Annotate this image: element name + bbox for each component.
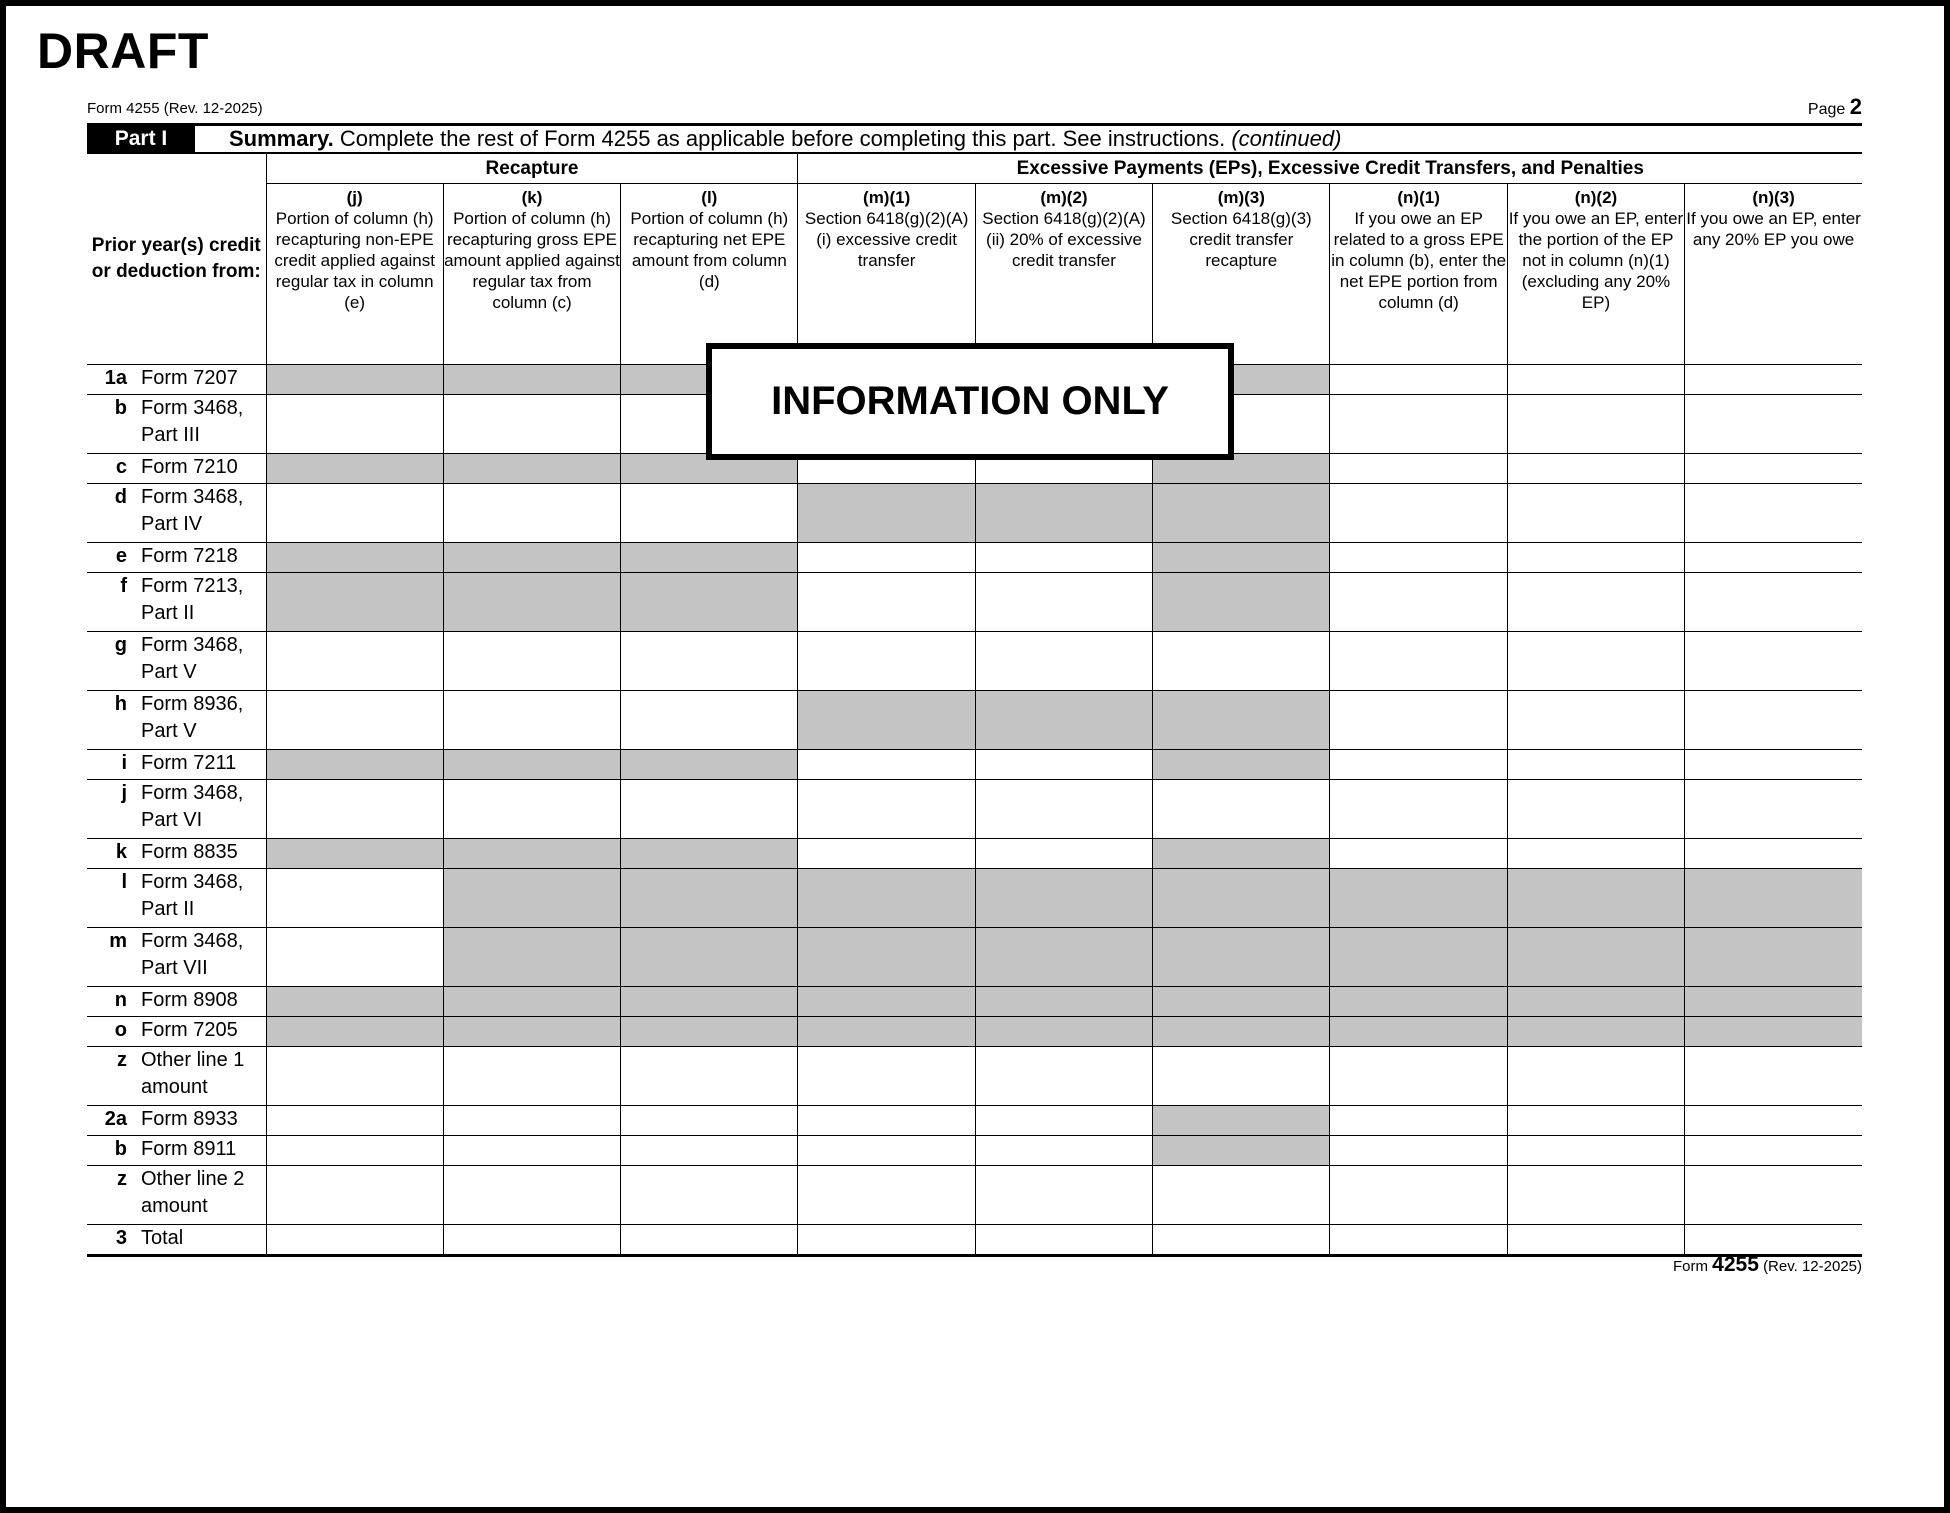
line-label: Form 8835 <box>141 841 238 863</box>
group-recapture: Recapture <box>266 154 798 184</box>
entry-cell[interactable] <box>621 632 798 691</box>
shaded-cell <box>621 928 798 987</box>
page-number <box>1808 94 1862 120</box>
entry-cell[interactable] <box>798 1106 975 1136</box>
entry-cell[interactable] <box>975 573 1152 632</box>
column-header <box>798 184 975 365</box>
shaded-cell <box>621 573 798 632</box>
part-header <box>87 123 1862 153</box>
entry-cell[interactable] <box>1685 780 1862 839</box>
line-label: Form 7218 <box>141 545 238 567</box>
column-id: (k) <box>521 188 543 207</box>
entry-cell[interactable] <box>443 632 620 691</box>
column-id: (m)(3) <box>1217 188 1265 207</box>
shaded-cell <box>1153 573 1330 632</box>
row-label <box>87 1017 266 1047</box>
table-row <box>87 839 1862 869</box>
column-id: (n)(2) <box>1574 188 1618 207</box>
column-id: (n)(3) <box>1752 188 1795 207</box>
part-title-text: Complete the rest of Form 4255 as applicable before completing this part. See instructions. <box>333 126 1232 151</box>
entry-cell[interactable] <box>621 691 798 750</box>
entry-cell[interactable] <box>798 750 975 780</box>
group-excessive-payments: Excessive Payments (EPs), Excessive Credit Transfers, and Penalties <box>798 154 1862 184</box>
summary-table <box>87 153 1862 1257</box>
shaded-cell <box>1153 1136 1330 1166</box>
line-label: Form 7210 <box>141 456 238 478</box>
shaded-cell <box>1507 869 1684 928</box>
entry-cell[interactable] <box>975 839 1152 869</box>
line-number: k <box>115 841 127 863</box>
column-text: If you owe an EP, enter the portion of the EP not in column (n)(1) (excluding any 20% EP) <box>1508 209 1684 312</box>
table-row <box>87 987 1862 1017</box>
entry-cell[interactable] <box>1685 1225 1862 1256</box>
entry-cell[interactable] <box>1330 365 1507 395</box>
entry-cell[interactable] <box>1685 632 1862 691</box>
entry-cell[interactable] <box>1330 691 1507 750</box>
shaded-cell <box>1153 1106 1330 1136</box>
entry-cell[interactable] <box>1507 750 1684 780</box>
entry-cell[interactable] <box>1507 632 1684 691</box>
table-row <box>87 632 1862 691</box>
entry-cell[interactable] <box>1685 691 1862 750</box>
entry-cell[interactable] <box>266 1047 443 1106</box>
shaded-cell <box>621 543 798 573</box>
row-label <box>87 395 266 454</box>
entry-cell[interactable] <box>1507 573 1684 632</box>
entry-cell[interactable] <box>1507 543 1684 573</box>
shaded-cell <box>1685 869 1862 928</box>
footer-prefix: Form <box>1673 1258 1708 1275</box>
entry-cell[interactable] <box>1507 395 1684 454</box>
table-row <box>87 1225 1862 1256</box>
column-header <box>1153 184 1330 365</box>
row-label <box>87 928 266 987</box>
form-id: Form 4255 (Rev. 12-2025) <box>87 100 263 117</box>
shaded-cell <box>798 1017 975 1047</box>
shaded-cell <box>1507 928 1684 987</box>
table-row <box>87 543 1862 573</box>
column-text: Portion of column (h) recapturing gross EPE amount applied against regular tax from column (c) <box>444 209 620 312</box>
shaded-cell <box>975 1017 1152 1047</box>
row-label <box>87 632 266 691</box>
entry-cell[interactable] <box>443 484 620 543</box>
part-title-continued: (continued) <box>1231 126 1342 151</box>
column-text: Section 6418(g)(2)(A)(ii) 20% of excessive credit transfer <box>982 209 1146 270</box>
entry-cell[interactable] <box>975 750 1152 780</box>
entry-cell[interactable] <box>975 1166 1152 1225</box>
column-header <box>975 184 1152 365</box>
entry-cell[interactable] <box>266 1136 443 1166</box>
table-row <box>87 869 1862 928</box>
column-text: If you owe an EP, enter any 20% EP you owe <box>1686 209 1861 249</box>
shaded-cell <box>621 869 798 928</box>
line-number: 2a <box>104 1108 127 1130</box>
line-label: Total <box>141 1227 184 1249</box>
shaded-cell <box>1153 1017 1330 1047</box>
column-header <box>621 184 798 365</box>
entry-cell[interactable] <box>621 1136 798 1166</box>
shaded-cell <box>266 543 443 573</box>
entry-cell[interactable] <box>1330 1047 1507 1106</box>
entry-cell[interactable] <box>1153 632 1330 691</box>
line-number: c <box>115 456 127 478</box>
entry-cell[interactable] <box>798 1136 975 1166</box>
entry-cell[interactable] <box>266 484 443 543</box>
entry-cell[interactable] <box>266 632 443 691</box>
shaded-cell <box>266 573 443 632</box>
line-label: Form 7213, Part II <box>141 575 244 624</box>
entry-cell[interactable] <box>1507 1047 1684 1106</box>
shaded-cell <box>443 839 620 869</box>
shaded-cell <box>975 928 1152 987</box>
entry-cell[interactable] <box>798 632 975 691</box>
entry-cell[interactable] <box>1330 573 1507 632</box>
entry-cell[interactable] <box>1330 454 1507 484</box>
entry-cell[interactable] <box>975 1106 1152 1136</box>
column-header <box>266 184 443 365</box>
entry-cell[interactable] <box>443 1106 620 1136</box>
column-text: If you owe an EP related to a gross EPE in column (b), enter the net EPE portion from column (d) <box>1331 209 1507 312</box>
column-header <box>1330 184 1507 365</box>
entry-cell[interactable] <box>975 1136 1152 1166</box>
table-row <box>87 1166 1862 1225</box>
entry-cell[interactable] <box>1330 632 1507 691</box>
line-number: e <box>115 545 127 567</box>
line-number: j <box>121 782 127 804</box>
shaded-cell <box>975 869 1152 928</box>
row-label <box>87 1166 266 1225</box>
row-label <box>87 365 266 395</box>
entry-cell[interactable] <box>798 573 975 632</box>
entry-cell[interactable] <box>1330 1166 1507 1225</box>
shaded-cell <box>266 839 443 869</box>
entry-cell[interactable] <box>1330 1106 1507 1136</box>
shaded-cell <box>798 987 975 1017</box>
shaded-cell <box>266 365 443 395</box>
entry-cell[interactable] <box>1507 691 1684 750</box>
row-label <box>87 1047 266 1106</box>
entry-cell[interactable] <box>1685 750 1862 780</box>
entry-cell[interactable] <box>621 484 798 543</box>
draft-watermark: DRAFT <box>37 23 209 79</box>
column-text: Section 6418(g)(2)(A)(i) excessive credit transfer <box>804 209 969 270</box>
entry-cell[interactable] <box>443 780 620 839</box>
line-number: 1a <box>104 367 127 389</box>
line-number: g <box>114 634 127 656</box>
entry-cell[interactable] <box>1685 1136 1862 1166</box>
entry-cell[interactable] <box>975 1225 1152 1256</box>
entry-cell[interactable] <box>266 395 443 454</box>
line-number: l <box>121 871 127 893</box>
entry-cell[interactable] <box>1685 573 1862 632</box>
entry-cell[interactable] <box>443 1225 620 1256</box>
line-number: f <box>120 575 127 597</box>
entry-cell[interactable] <box>1330 780 1507 839</box>
shaded-cell <box>975 987 1152 1017</box>
line-number: o <box>114 1019 127 1041</box>
row-label <box>87 691 266 750</box>
line-label: Form 7205 <box>141 1019 238 1041</box>
shaded-cell <box>798 484 975 543</box>
line-label: Form 3468, Part VII <box>141 930 244 979</box>
entry-cell[interactable] <box>266 1166 443 1225</box>
shaded-cell <box>1330 987 1507 1017</box>
entry-cell[interactable] <box>798 1166 975 1225</box>
shaded-cell <box>1153 869 1330 928</box>
column-id: (m)(1) <box>863 188 911 207</box>
line-label: Form 3468, Part II <box>141 871 244 920</box>
table-row <box>87 780 1862 839</box>
entry-cell[interactable] <box>1330 1225 1507 1256</box>
entry-cell[interactable] <box>975 1047 1152 1106</box>
shaded-cell <box>266 750 443 780</box>
line-label: Form 3468, Part III <box>141 397 244 446</box>
entry-cell[interactable] <box>975 780 1152 839</box>
shaded-cell <box>798 691 975 750</box>
page-number-value: 2 <box>1849 94 1862 119</box>
entry-cell[interactable] <box>266 928 443 987</box>
line-number: 3 <box>115 1227 127 1249</box>
line-number: b <box>114 397 127 419</box>
shaded-cell <box>1685 1017 1862 1047</box>
column-text: Section 6418(g)(3) credit transfer recapture <box>1170 209 1312 270</box>
column-id: (j) <box>346 188 363 207</box>
entry-cell[interactable] <box>1685 395 1862 454</box>
entry-cell[interactable] <box>1330 543 1507 573</box>
table-row <box>87 1047 1862 1106</box>
column-text: Portion of column (h) recapturing net EPE amount from column (d) <box>630 209 789 291</box>
entry-cell[interactable] <box>443 1166 620 1225</box>
entry-cell[interactable] <box>621 1225 798 1256</box>
shaded-cell <box>1330 1017 1507 1047</box>
shaded-cell <box>1153 691 1330 750</box>
shaded-cell <box>1330 869 1507 928</box>
entry-cell[interactable] <box>1685 484 1862 543</box>
row-label <box>87 573 266 632</box>
entry-cell[interactable] <box>975 632 1152 691</box>
row-label <box>87 1106 266 1136</box>
entry-cell[interactable] <box>621 780 798 839</box>
entry-cell[interactable] <box>1330 484 1507 543</box>
entry-cell[interactable] <box>621 1047 798 1106</box>
entry-cell[interactable] <box>1330 839 1507 869</box>
line-label: Other line 2 amount <box>141 1168 245 1217</box>
shaded-cell <box>621 1017 798 1047</box>
table-row <box>87 1136 1862 1166</box>
shaded-cell <box>975 691 1152 750</box>
shaded-cell <box>1685 987 1862 1017</box>
row-label <box>87 987 266 1017</box>
column-id: (m)(2) <box>1040 188 1088 207</box>
line-label: Form 7211 <box>141 752 237 774</box>
shaded-cell <box>1507 987 1684 1017</box>
shaded-cell <box>1507 1017 1684 1047</box>
part-title <box>229 126 1341 152</box>
table-row <box>87 1017 1862 1047</box>
line-label: Form 3468, Part IV <box>141 486 244 535</box>
entry-cell[interactable] <box>266 1225 443 1256</box>
line-number: d <box>114 486 127 508</box>
entry-cell[interactable] <box>443 395 620 454</box>
shaded-cell <box>1153 839 1330 869</box>
table-row <box>87 750 1862 780</box>
entry-cell[interactable] <box>1685 1106 1862 1136</box>
row-label <box>87 543 266 573</box>
shaded-cell <box>443 543 620 573</box>
entry-cell[interactable] <box>1685 839 1862 869</box>
line-label: Form 8933 <box>141 1108 238 1130</box>
line-label: Form 8911 <box>141 1138 237 1160</box>
entry-cell[interactable] <box>1330 395 1507 454</box>
entry-cell[interactable] <box>1153 1047 1330 1106</box>
entry-cell[interactable] <box>443 691 620 750</box>
row-label <box>87 1136 266 1166</box>
row-label <box>87 484 266 543</box>
line-number: m <box>109 930 127 952</box>
shaded-cell <box>621 839 798 869</box>
shaded-cell <box>798 869 975 928</box>
entry-cell[interactable] <box>975 543 1152 573</box>
entry-cell[interactable] <box>1685 454 1862 484</box>
shaded-cell <box>443 454 620 484</box>
part-label: Part I <box>87 126 195 152</box>
table-row <box>87 928 1862 987</box>
entry-cell[interactable] <box>798 1047 975 1106</box>
shaded-cell <box>443 750 620 780</box>
entry-cell[interactable] <box>1153 1166 1330 1225</box>
footer-form-id <box>1673 1253 1862 1277</box>
entry-cell[interactable] <box>798 1225 975 1256</box>
line-number: b <box>114 1138 127 1160</box>
footer-number: 4255 <box>1712 1253 1759 1276</box>
shaded-cell <box>266 1017 443 1047</box>
shaded-cell <box>443 365 620 395</box>
shaded-cell <box>1153 928 1330 987</box>
entry-cell[interactable] <box>621 1106 798 1136</box>
entry-cell[interactable] <box>1507 839 1684 869</box>
column-header <box>1507 184 1684 365</box>
row-label <box>87 869 266 928</box>
shaded-cell <box>1153 543 1330 573</box>
line-number: z <box>117 1168 127 1190</box>
table-row <box>87 484 1862 543</box>
line-label: Form 7207 <box>141 367 238 389</box>
line-label: Form 8936, Part V <box>141 693 244 742</box>
entry-cell[interactable] <box>1685 1166 1862 1225</box>
shaded-cell <box>798 928 975 987</box>
entry-cell[interactable] <box>266 780 443 839</box>
entry-cell[interactable] <box>266 869 443 928</box>
entry-cell[interactable] <box>443 1136 620 1166</box>
entry-cell[interactable] <box>1330 1136 1507 1166</box>
column-id: (l) <box>701 188 718 207</box>
line-label: Form 3468, Part VI <box>141 782 244 831</box>
part-title-bold: Summary. <box>229 126 334 151</box>
shaded-cell <box>621 750 798 780</box>
entry-cell[interactable] <box>621 1166 798 1225</box>
shaded-cell <box>266 987 443 1017</box>
entry-cell[interactable] <box>1507 780 1684 839</box>
row-label <box>87 750 266 780</box>
shaded-cell <box>1685 928 1862 987</box>
shaded-cell <box>266 454 443 484</box>
entry-cell[interactable] <box>1685 365 1862 395</box>
shaded-cell <box>1153 987 1330 1017</box>
column-text: Portion of column (h) recapturing non-EPE credit applied against regular tax in column (e) <box>274 209 435 312</box>
line-number: n <box>114 989 127 1011</box>
row-label <box>87 454 266 484</box>
entry-cell[interactable] <box>443 1047 620 1106</box>
column-header <box>443 184 620 365</box>
shaded-cell <box>1153 750 1330 780</box>
row-header: Prior year(s) credit or deduction from: <box>87 154 266 365</box>
entry-cell[interactable] <box>798 780 975 839</box>
page-label: Page <box>1807 101 1846 118</box>
entry-cell[interactable] <box>798 543 975 573</box>
line-label: Form 8908 <box>141 989 238 1011</box>
information-only-stamp: INFORMATION ONLY <box>706 343 1234 460</box>
table-row <box>87 691 1862 750</box>
line-number: i <box>121 752 127 774</box>
entry-cell[interactable] <box>266 1106 443 1136</box>
line-label: Form 3468, Part V <box>141 634 244 683</box>
column-header <box>1685 184 1862 365</box>
entry-cell[interactable] <box>1330 750 1507 780</box>
entry-cell[interactable] <box>1507 1225 1684 1256</box>
shaded-cell <box>443 928 620 987</box>
line-number: z <box>117 1049 127 1071</box>
shaded-cell <box>975 484 1152 543</box>
entry-cell[interactable] <box>1507 1106 1684 1136</box>
row-label <box>87 1225 266 1256</box>
shaded-cell <box>1153 484 1330 543</box>
footer-rev: (Rev. 12-2025) <box>1763 1258 1862 1275</box>
entry-cell[interactable] <box>1507 454 1684 484</box>
entry-cell[interactable] <box>1507 1166 1684 1225</box>
entry-cell[interactable] <box>1507 1136 1684 1166</box>
entry-cell[interactable] <box>1153 780 1330 839</box>
entry-cell[interactable] <box>1507 365 1684 395</box>
table-row <box>87 1106 1862 1136</box>
shaded-cell <box>621 987 798 1017</box>
shaded-cell <box>443 987 620 1017</box>
entry-cell[interactable] <box>266 691 443 750</box>
row-label <box>87 780 266 839</box>
entry-cell[interactable] <box>1507 484 1684 543</box>
entry-cell[interactable] <box>1685 543 1862 573</box>
line-number: h <box>114 693 127 715</box>
entry-cell[interactable] <box>1153 1225 1330 1256</box>
column-id: (n)(1) <box>1397 188 1440 207</box>
entry-cell[interactable] <box>1685 1047 1862 1106</box>
shaded-cell <box>443 1017 620 1047</box>
shaded-cell <box>443 573 620 632</box>
entry-cell[interactable] <box>798 839 975 869</box>
shaded-cell <box>1330 928 1507 987</box>
table-row <box>87 573 1862 632</box>
shaded-cell <box>443 869 620 928</box>
row-label <box>87 839 266 869</box>
line-label: Other line 1 amount <box>141 1049 245 1098</box>
